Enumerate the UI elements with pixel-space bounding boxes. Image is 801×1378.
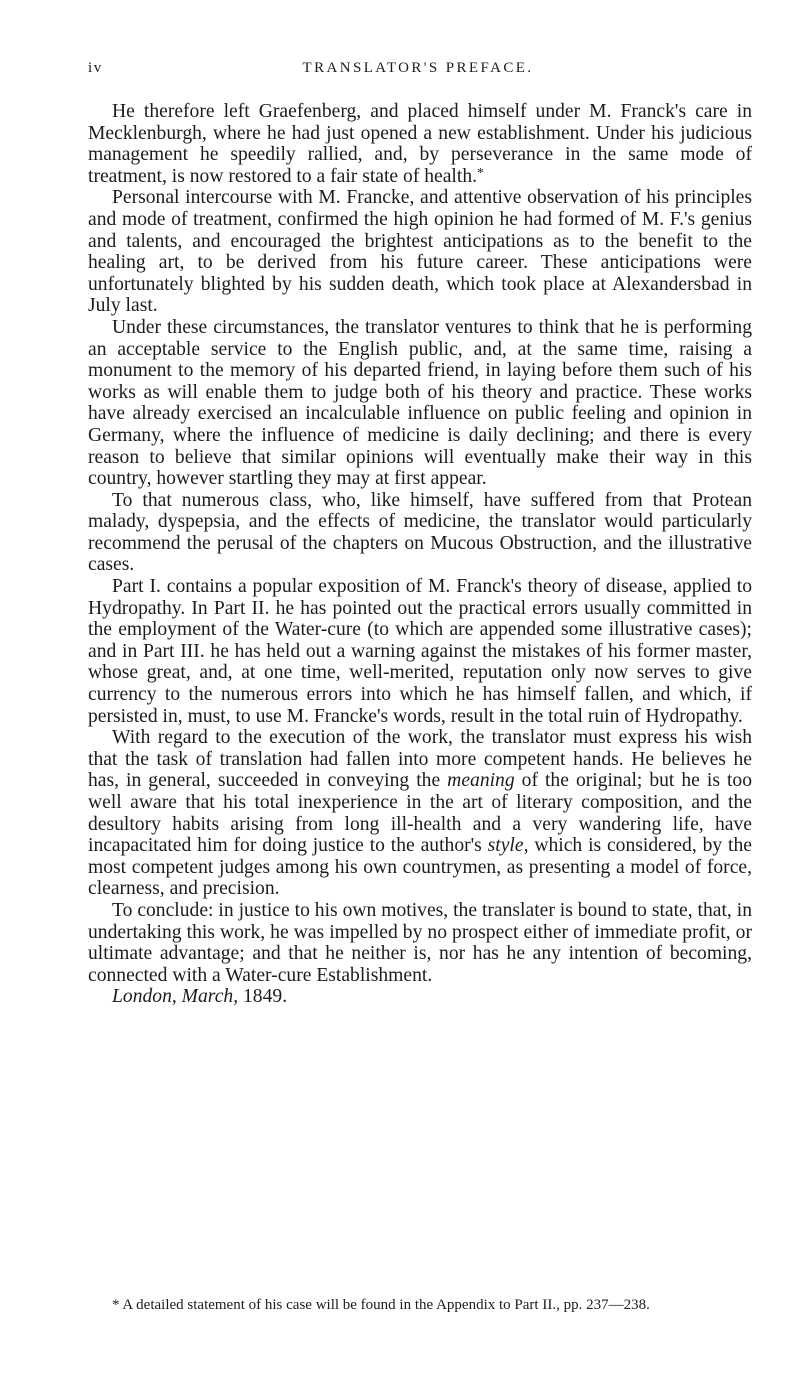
- running-head-title: TRANSLATOR'S PREFACE.: [302, 60, 534, 76]
- paragraph-7: To conclude: in justice to his own motives, the translater is bound to state, that, in undertaking this work, he was impelled by no prospect either of immediate profit, or ultimate advantage; and that he neither is, nor has he any intention of becoming, connected with a Water-cure Establishment.: [88, 899, 752, 986]
- signoff: [88, 986, 752, 1008]
- footnote-marker: *: [477, 164, 484, 180]
- emphasis-style: style: [487, 835, 524, 857]
- paragraph-2: Personal intercourse with M. Francke, and attentive observation of his principles and mode of treatment, confirmed the high opinion he had formed of M. F.'s genius and talents, and encouraged the brightest anticipations as to the benefit to the healing art, to be derived from his future career. These anticipations were unfortunately blighted by his sudden death, which took place at Alexandersbad in July last.: [88, 187, 752, 317]
- paragraph-3: Under these circumstances, the translator ventures to think that he is performing an acceptable service to the English public, and, at the same time, raising a monument to the memory of his departed friend, in laying before them such of his works as will enable them to judge both of his theory and practice. These works have already exercised an incalculable influence on public feeling and opinion in Germany, where the influence of medicine is daily declining; and there is every reason to believe that similar opinions will eventually make their way in this country, however startling they may at first appear.: [88, 316, 752, 490]
- page-number: iv: [88, 60, 103, 76]
- signoff-place-date: London, March,: [112, 986, 239, 1008]
- paragraph-1-text: He therefore left Graefenberg, and placed himself under M. Franck's care in Mecklenburgh, where he had just opened a new establishment. Under his judicious management he speedily rallied, and, by perseverance in the same mode of treatment, is now restored to a fair state of health.: [88, 101, 752, 187]
- paragraph-5: Part I. contains a popular exposition of M. Franck's theory of disease, applied to Hydropathy. In Part II. he has pointed out the practical errors usually committed in the employment of the Water-cure (to which are appended some illustrative cases); and in Part III. he has held out a warning against the mistakes of his former master, whose great, and, at one time, well-merited, reputation only now serves to give currency to the numerous errors into which he has himself fallen, and which, if persisted in, must, to use M. Francke's words, result in the total ruin of Hydropathy.: [88, 576, 752, 727]
- footnote: * A detailed statement of his case will be found in the Appendix to Part II., pp. 237—238.: [112, 1297, 650, 1313]
- paragraph-1: [88, 101, 752, 187]
- signoff-year: 1849.: [243, 986, 288, 1008]
- paragraph-4: To that numerous class, who, like himself, have suffered from that Protean malady, dyspepsia, and the effects of medicine, the translator would particularly recommend the perusal of the chapters on Mucous Obstruction, and the illustrative cases.: [88, 489, 752, 576]
- running-head: [88, 60, 748, 82]
- paragraph-6: [88, 727, 752, 900]
- body-text: [88, 101, 752, 1008]
- paragraph-6-part-1: With regard to the execution of the work, the translator must express his wish that the task of translation had fallen into more competent hands. He believes he has, in general, succeeded in conveying the: [88, 727, 752, 792]
- paragraph-6-part-3: , which is considered, by the most competent judges among his own countrymen, as presenting a model of force, clearness, and precision.: [88, 835, 752, 900]
- emphasis-meaning: meaning: [447, 770, 515, 792]
- paragraph-6-part-2: of the original; but he is too well aware that his total inexperience in the art of literary composition, and the desultory habits arising from long ill-health and a very wandering life, have incapacitated him for doing justice to the author's: [88, 770, 752, 857]
